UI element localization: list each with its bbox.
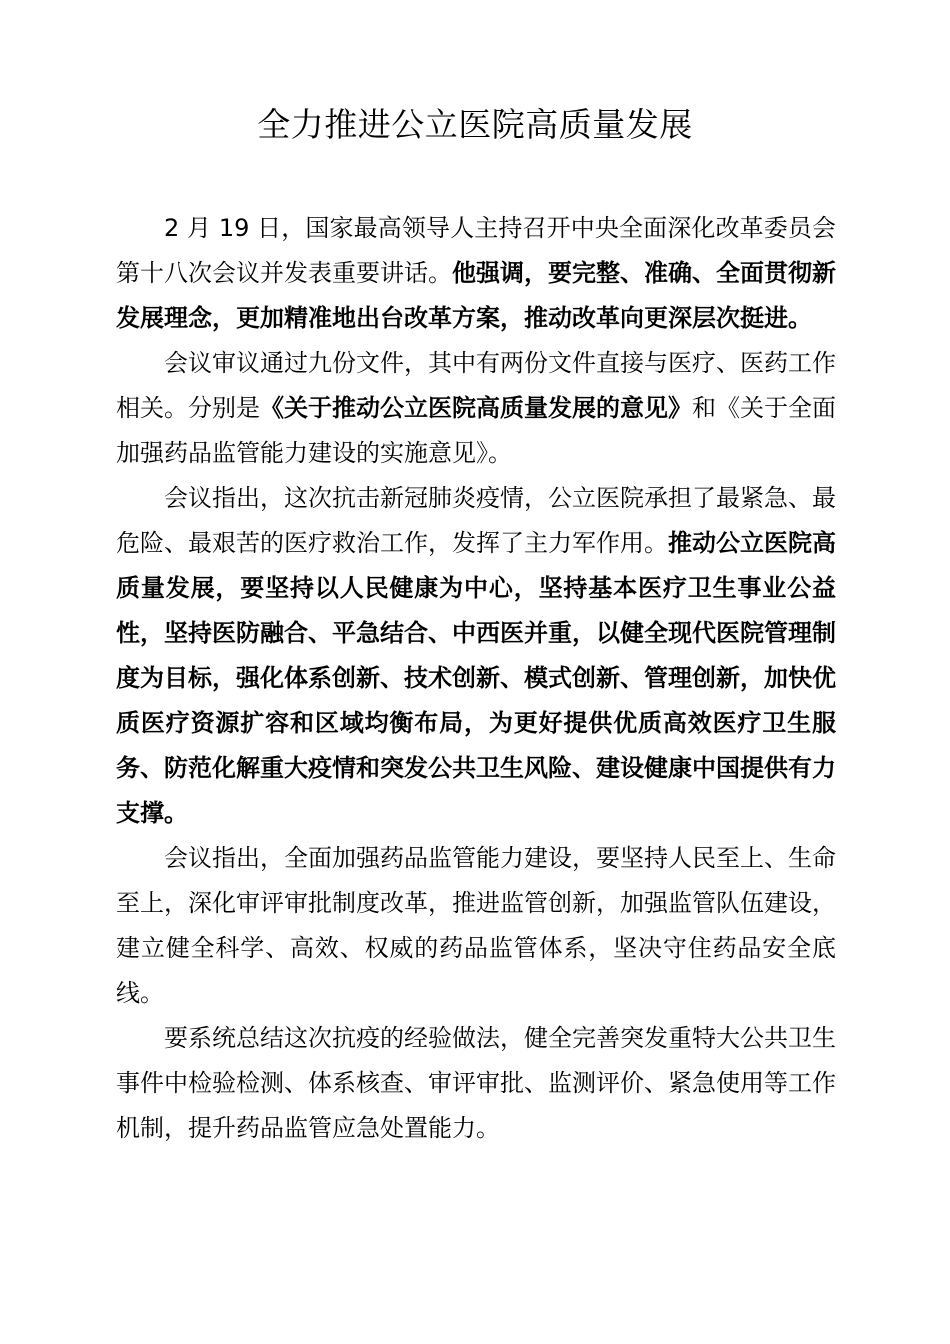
paragraph-3 <box>116 476 836 836</box>
paragraph-5 <box>116 1016 836 1151</box>
paragraph-4 <box>116 836 836 1016</box>
paragraph-bold-text: 他强调，要完整、准确、全面贯彻新发展理念，更加精准地出台改革方案，推动改革向更深层次挺进。 <box>116 259 836 332</box>
paragraph-bold-text: 推动公立医院高质量发展，要坚持以人民健康为中心，坚持基本医疗卫生事业公益性，坚持医防融合、平急结合、中西医并重，以健全现代医院管理制度为目标，强化体系创新、技术创新、模式创新、管理创新，加快优质医疗资源扩容和区域均衡布局，为更好提供优质高效医疗卫生服务、防范化解重大疫情和突发公共卫生风险、建设健康中国提供有力支撑。 <box>116 529 836 827</box>
paragraph-2 <box>116 341 836 476</box>
paragraph-text: 2 月 19 日，国家最高领导人主持召开中央全面深化改革委员会第十八次会议并发表重要讲话。 <box>116 214 836 287</box>
paragraph-text: 会议审议通过九份文件，其中有两份文件直接与医疗、医药工作相关。分别是 <box>116 349 836 422</box>
paragraph-bold-text: 《关于推动公立医院高质量发展的意见》 <box>260 394 692 422</box>
document-title: 全力推进公立医院高质量发展 <box>257 105 693 144</box>
document-body <box>116 206 836 1151</box>
paragraph-text: 会议指出，全面加强药品监管能力建设，要坚持人民至上、生命至上，深化审评审批制度改革，推进监管创新，加强监管队伍建设，建立健全科学、高效、权威的药品监管体系，坚决守住药品安全底线。 <box>116 844 836 1007</box>
paragraph-1 <box>116 206 836 341</box>
paragraph-text: 要系统总结这次抗疫的经验做法，健全完善突发重特大公共卫生事件中检验检测、体系核查、审评审批、监测评价、紧急使用等工作机制，提升药品监管应急处置能力。 <box>116 1024 836 1142</box>
paragraph-text: 会议指出，这次抗击新冠肺炎疫情，公立医院承担了最紧急、最危险、最艰苦的医疗救治工作，发挥了主力军作用。 <box>116 484 836 557</box>
paragraph-text: 和《关于全面加强药品监管能力建设的实施意见》。 <box>116 394 836 467</box>
